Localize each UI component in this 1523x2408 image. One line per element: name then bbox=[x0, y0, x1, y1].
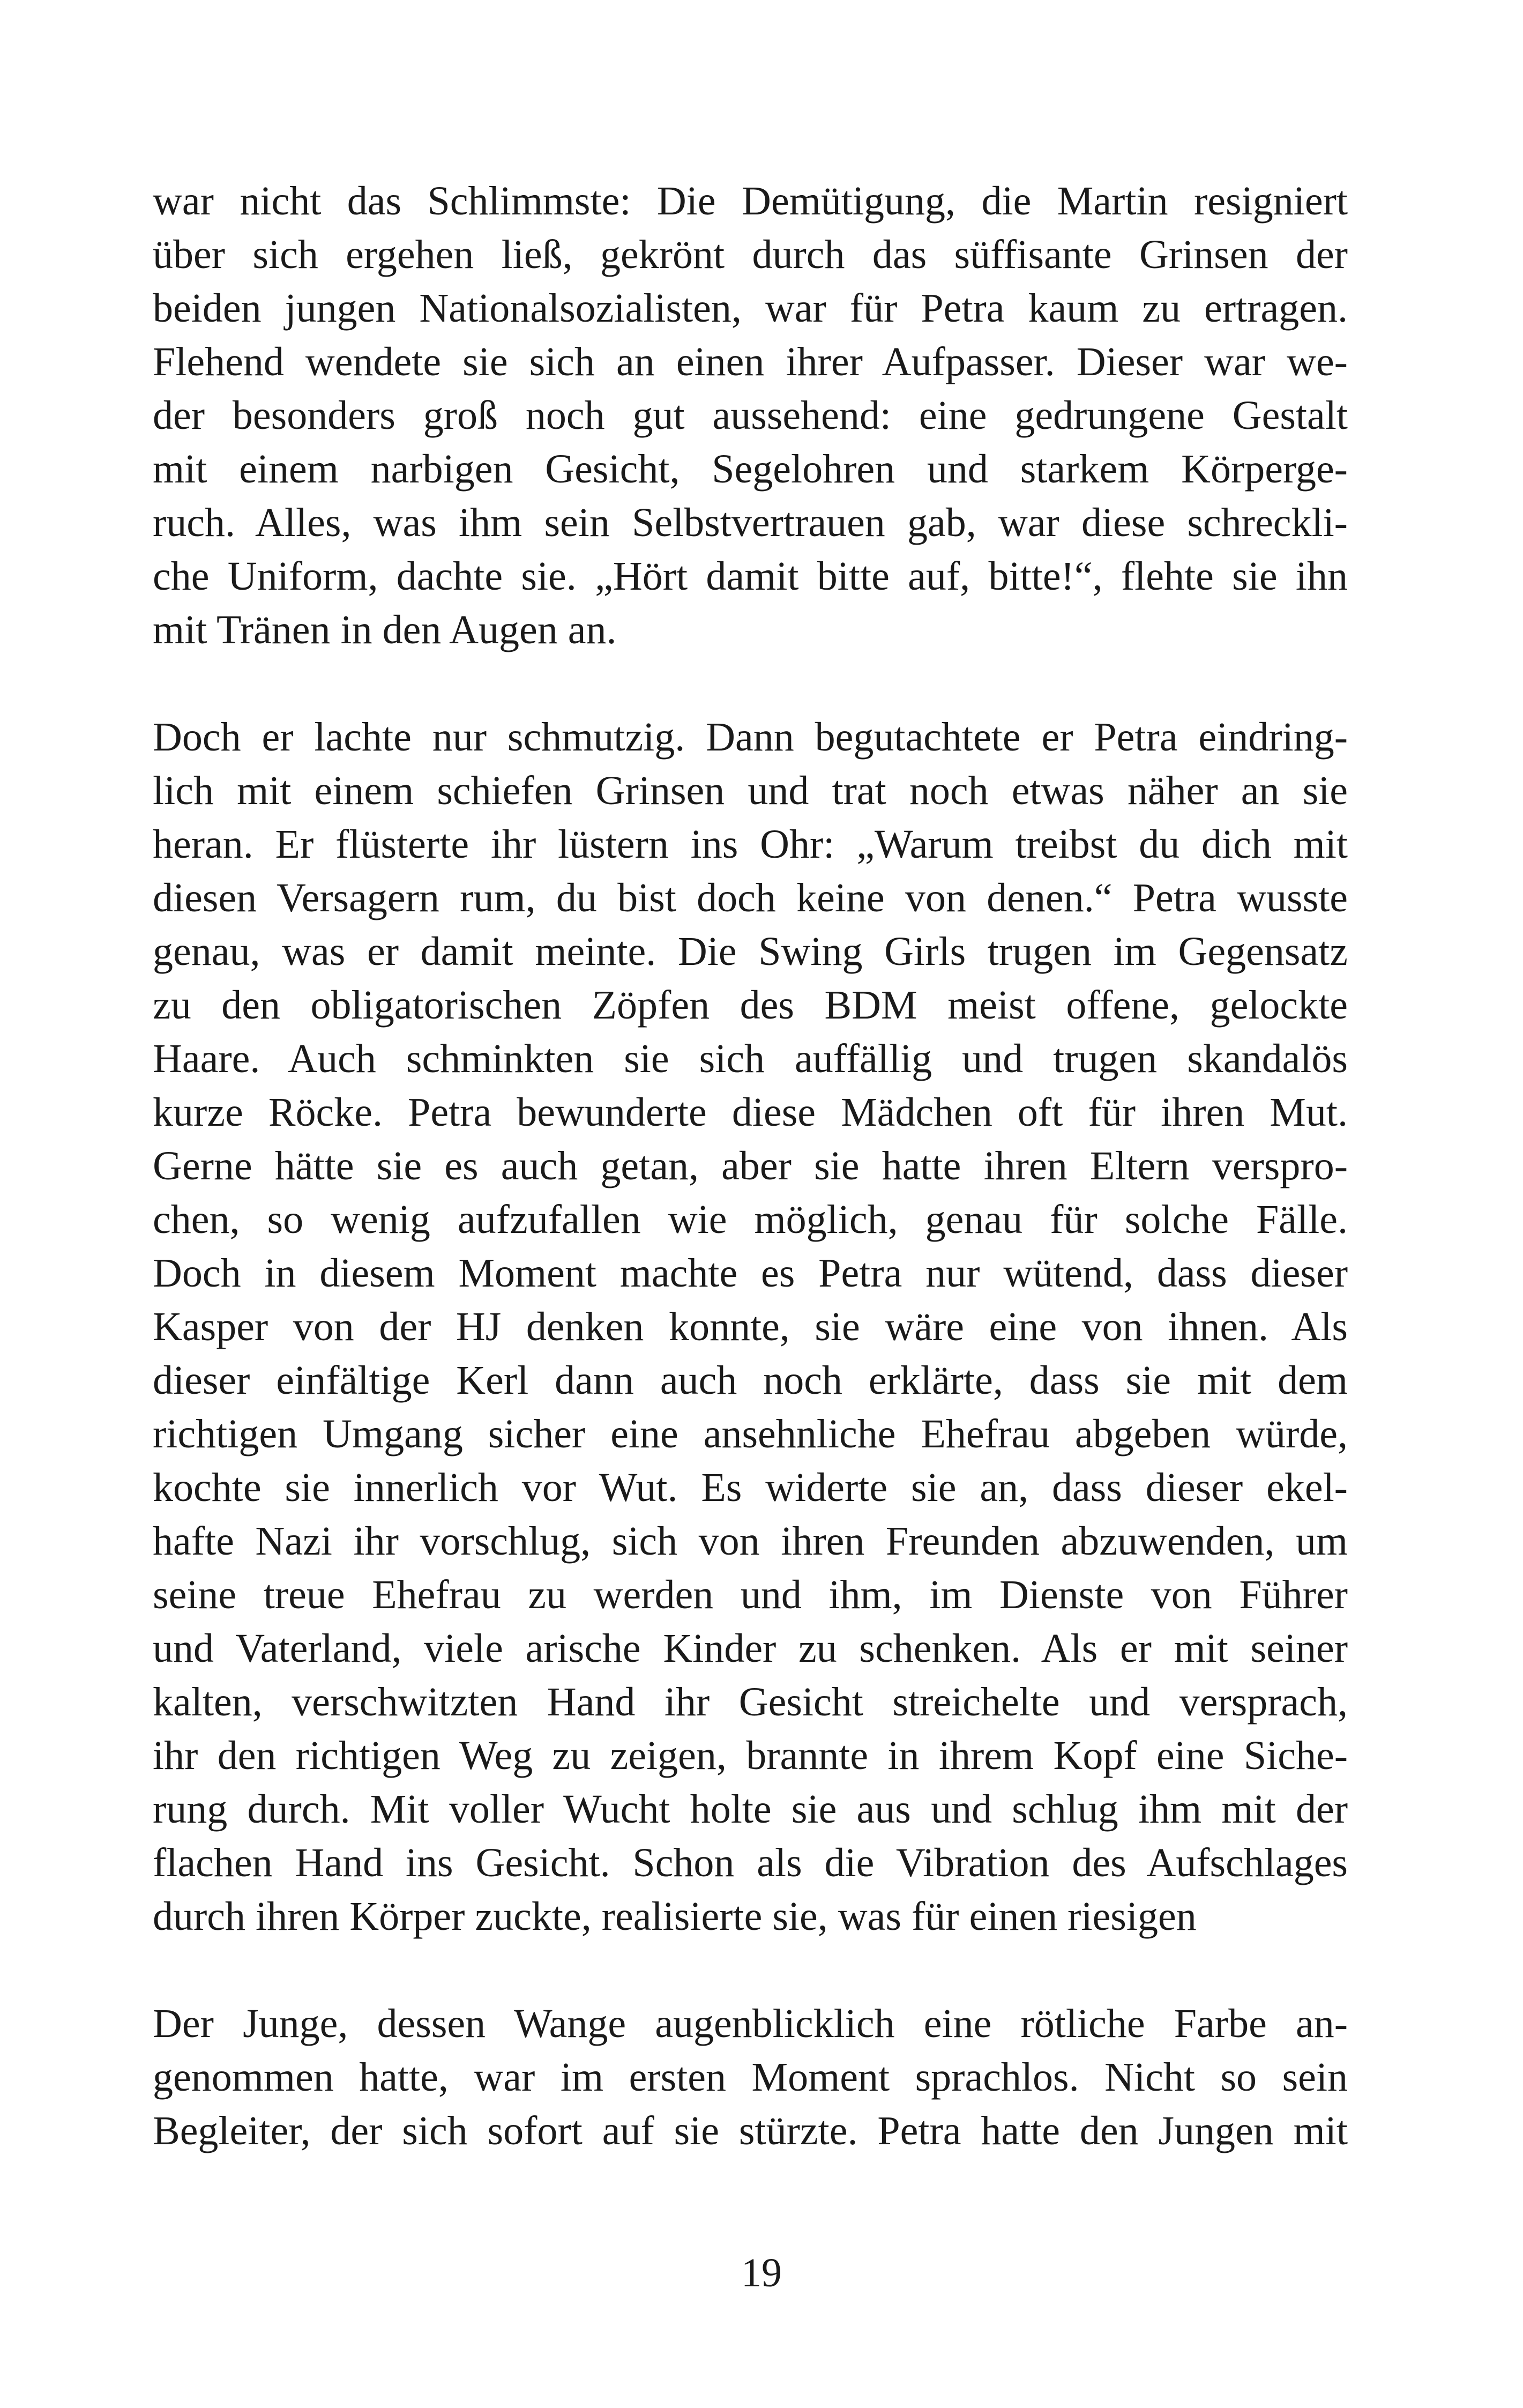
text-line: heran. Er flüsterte ihr lüstern ins Ohr: „Warum treibst du dich mit bbox=[153, 822, 1348, 867]
text-line: rung durch. Mit voller Wucht holte sie aus und schlug ihm mit der bbox=[153, 1787, 1348, 1832]
text-line: diesen Versagern rum, du bist doch keine von denen.“ Petra wusste bbox=[153, 875, 1348, 920]
text-line: beiden jungen Nationalsozialisten, war für Petra kaum zu ertragen. bbox=[153, 286, 1348, 331]
text-line: hafte Nazi ihr vorschlug, sich von ihren Freunden abzuwenden, um bbox=[153, 1519, 1348, 1564]
text-line: ihr den richtigen Weg zu zeigen, brannte in ihrem Kopf eine Siche- bbox=[153, 1733, 1348, 1778]
text-line: kurze Röcke. Petra bewunderte diese Mädchen oft für ihren Mut. bbox=[153, 1090, 1348, 1135]
paragraph-2 bbox=[153, 710, 1348, 1943]
text-line: Haare. Auch schminkten sie sich auffällig und trugen skandalös bbox=[153, 1036, 1348, 1081]
text-line: genommen hatte, war im ersten Moment sprachlos. Nicht so sein bbox=[153, 2055, 1348, 2100]
text-line: kochte sie innerlich vor Wut. Es widerte sie an, dass dieser ekel- bbox=[153, 1465, 1348, 1510]
text-line: flachen Hand ins Gesicht. Schon als die Vibration des Aufschlages bbox=[153, 1840, 1348, 1885]
body-text bbox=[153, 174, 1348, 2158]
text-line: lich mit einem schiefen Grinsen und trat noch etwas näher an sie bbox=[153, 768, 1348, 813]
page-number: 19 bbox=[741, 2250, 782, 2295]
text-line: Begleiter, der sich sofort auf sie stürzte. Petra hatte den Jungen mit bbox=[153, 2108, 1348, 2153]
text-line: ruch. Alles, was ihm sein Selbstvertrauen gab, war diese schreckli- bbox=[153, 500, 1348, 545]
text-line: war nicht das Schlimmste: Die Demütigung, die Martin resigniert bbox=[153, 179, 1348, 224]
text-line: genau, was er damit meinte. Die Swing Girls trugen im Gegensatz bbox=[153, 929, 1348, 974]
text-line: Kasper von der HJ denken konnte, sie wäre eine von ihnen. Als bbox=[153, 1304, 1348, 1349]
text-line: Der Junge, dessen Wange augenblicklich eine rötliche Farbe an- bbox=[153, 2001, 1348, 2046]
text-line: durch ihren Körper zuckte, realisierte sie, was für einen riesigen bbox=[153, 1894, 1197, 1939]
text-line: che Uniform, dachte sie. „Hört damit bitte auf, bitte!“, flehte sie ihn bbox=[153, 554, 1348, 599]
paragraph-1 bbox=[153, 174, 1348, 657]
text-line: Gerne hätte sie es auch getan, aber sie hatte ihren Eltern verspro- bbox=[153, 1143, 1348, 1188]
text-line: Doch in diesem Moment machte es Petra nur wütend, dass dieser bbox=[153, 1251, 1348, 1296]
text-line: Doch er lachte nur schmutzig. Dann begutachtete er Petra eindring- bbox=[153, 715, 1348, 760]
text-line: dieser einfältige Kerl dann auch noch erklärte, dass sie mit dem bbox=[153, 1358, 1348, 1403]
text-line: kalten, verschwitzten Hand ihr Gesicht streichelte und versprach, bbox=[153, 1679, 1348, 1725]
paragraph-3 bbox=[153, 1997, 1348, 2158]
text-line: Flehend wendete sie sich an einen ihrer Aufpasser. Dieser war we- bbox=[153, 339, 1348, 384]
text-line: zu den obligatorischen Zöpfen des BDM meist offene, gelockte bbox=[153, 983, 1348, 1028]
text-line: über sich ergehen ließ, gekrönt durch das süffisante Grinsen der bbox=[153, 232, 1348, 277]
text-line: der besonders groß noch gut aussehend: eine gedrungene Gestalt bbox=[153, 393, 1348, 438]
text-line: und Vaterland, viele arische Kinder zu schenken. Als er mit seiner bbox=[153, 1626, 1348, 1671]
text-line: mit Tränen in den Augen an. bbox=[153, 607, 617, 652]
paragraph-spacer bbox=[153, 657, 1348, 710]
text-line: mit einem narbigen Gesicht, Segelohren und starkem Körperge- bbox=[153, 447, 1348, 492]
paragraph-spacer bbox=[153, 1943, 1348, 1997]
text-line: chen, so wenig aufzufallen wie möglich, genau für solche Fälle. bbox=[153, 1197, 1348, 1242]
text-line: richtigen Umgang sicher eine ansehnliche Ehefrau abgeben würde, bbox=[153, 1411, 1348, 1456]
text-line: seine treue Ehefrau zu werden und ihm, im Dienste von Führer bbox=[153, 1572, 1348, 1617]
